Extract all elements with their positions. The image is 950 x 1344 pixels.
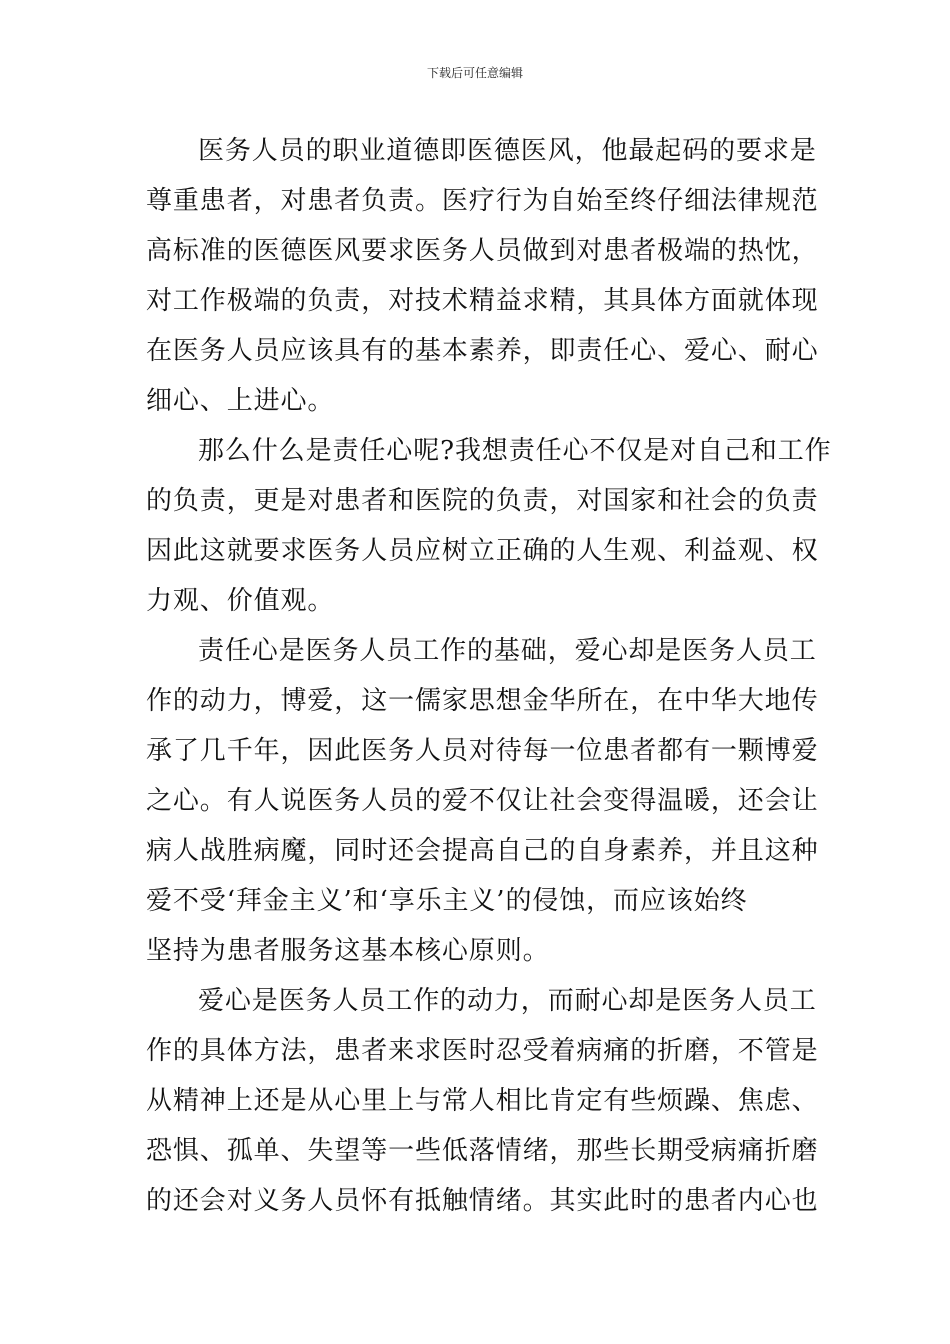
paragraph-3 <box>146 626 819 976</box>
text-line: 责任心是医务人员工作的基础，爱心却是医务人员工 <box>198 636 817 666</box>
text-line: 承了几千年，因此医务人员对待每一位患者都有一颗博爱 <box>146 736 819 766</box>
text-line: 在医务人员应该具有的基本素养，即责任心、爱心、耐心 <box>146 336 819 366</box>
text-line: 爱不受‘拜金主义’和‘享乐主义’的侵蚀，而应该始终 <box>146 886 748 916</box>
text-line: 病人战胜病魔，同时还会提高自己的自身素养，并且这种 <box>146 836 819 866</box>
text-line: 对工作极端的负责，对技术精益求精，其具体方面就体现 <box>146 286 819 316</box>
text-line: 之心。有人说医务人员的爱不仅让社会变得温暖，还会让 <box>146 786 819 816</box>
text-line: 细心、上进心。 <box>146 386 335 416</box>
paragraph-1 <box>146 126 819 426</box>
text-line: 因此这就要求医务人员应树立正确的人生观、利益观、权 <box>146 536 819 566</box>
text-line: 的还会对义务人员怀有抵触情绪。其实此时的患者内心也 <box>146 1186 819 1216</box>
page-header: 下载后可任意编辑 <box>426 66 523 80</box>
text-line: 作的动力，博爱，这一儒家思想金华所在，在中华大地传 <box>146 686 819 716</box>
text-line: 那么什么是责任心呢?我想责任心不仅是对自己和工作 <box>198 436 832 466</box>
text-line: 的负责，更是对患者和医院的负责，对国家和社会的负责 <box>146 486 819 516</box>
text-line: 爱心是医务人员工作的动力，而耐心却是医务人员工 <box>198 986 817 1016</box>
text-line: 恐惧、孤单、失望等一些低落情绪，那些长期受病痛折磨 <box>146 1136 819 1166</box>
text-line: 作的具体方法，患者来求医时忍受着病痛的折磨，不管是 <box>146 1036 819 1066</box>
paragraph-4 <box>146 976 819 1226</box>
document-body <box>146 126 832 1226</box>
text-line: 坚持为患者服务这基本核心原则。 <box>146 936 550 966</box>
paragraph-2 <box>146 426 832 626</box>
text-line: 尊重患者，对患者负责。医疗行为自始至终仔细法律规范 <box>146 186 819 216</box>
text-line: 从精神上还是从心里上与常人相比肯定有些烦躁、焦虑、 <box>146 1086 819 1116</box>
text-line: 力观、价值观。 <box>146 586 335 616</box>
text-line: 高标准的医德医风要求医务人员做到对患者极端的热忱， <box>146 236 819 266</box>
text-line: 医务人员的职业道德即医德医风，他最起码的要求是 <box>198 136 817 166</box>
